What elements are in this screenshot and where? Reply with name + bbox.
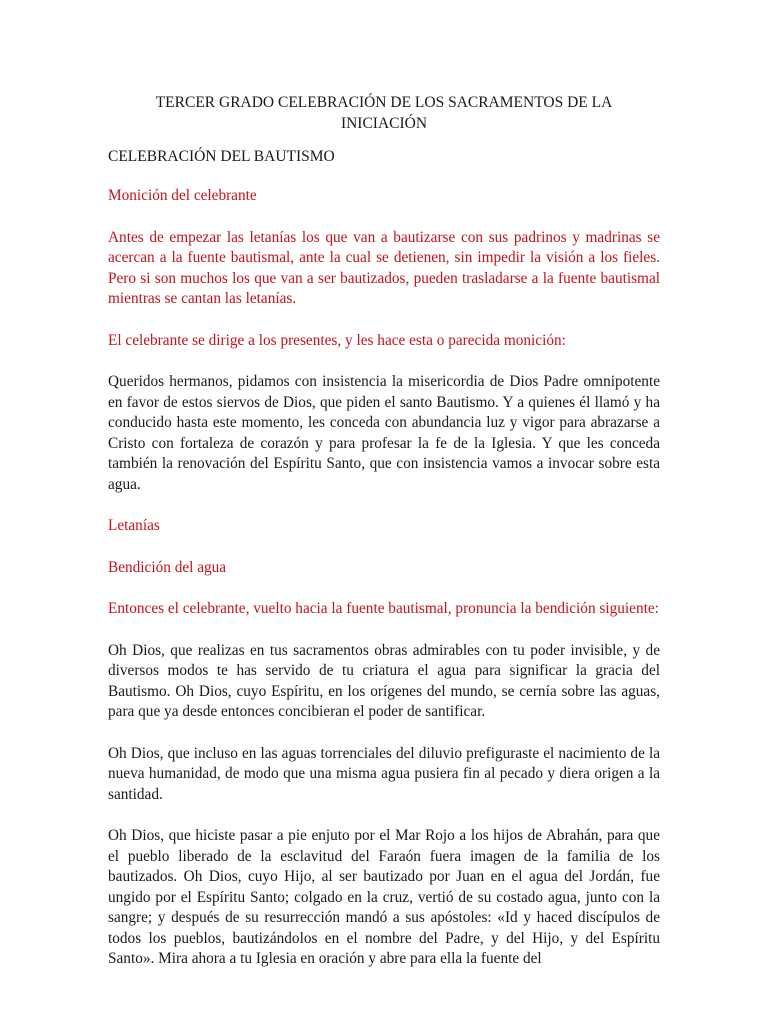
body-paragraph: Oh Dios, que realizas en tus sacramentos obras admirables con tu poder invisible, y de diversos modos te has servido de tu criatura el agua para significar la gracia del Bautismo. Oh Dios, cuyo Espíritu, en los orígenes del mundo, se cernía sobre las aguas, para que ya desde entonces concibieran el poder de santificar.: [108, 641, 660, 720]
rubric-bendicion-heading: Bendición del agua: [108, 558, 227, 576]
body-paragraph: Queridos hermanos, pidamos con insistencia la misericordia de Dios Padre omnipotente en favor de estos siervos de Dios, que piden el santo Bautismo. Y a quienes él llamó y ha conducido hasta este momento, les conceda con abundancia luz y vigor para abrazarse a Cristo con fortaleza de corazón y para profesar la fe de la Iglesia. Y que les conceda también la renovación del Espíritu Santo, que con insistencia vamos a invocar sobre esta agua.: [108, 373, 660, 493]
body-paragraph: Oh Dios, que incluso en las aguas torrenciales del diluvio prefiguraste el nacimiento de la nueva humanidad, de modo que una misma agua pusiera fin al pecado y diera origen a la santidad.: [108, 744, 660, 803]
rubric-paragraph: Entonces el celebrante, vuelto hacia la fuente bautismal, pronuncia la bendición siguiente:: [108, 600, 659, 617]
rubric-letanias-heading: Letanías: [108, 517, 160, 534]
section-heading: CELEBRACIÓN DEL BAUTISMO: [108, 148, 335, 165]
rubric-monicion-heading: Monición del celebrante: [108, 187, 257, 204]
rubric-paragraph: El celebrante se dirige a los presentes, y les hace esta o parecida monición:: [108, 331, 566, 349]
document-title: TERCER GRADO CELEBRACIÓN DE LOS SACRAMENTOS DE LA INICIACIÓN: [155, 94, 613, 132]
rubric-paragraph: Antes de empezar las letanías los que van a bautizarse con sus padrinos y madrinas se acercan a la fuente bautismal, ante la cual se detienen, sin impedir la visión a los fieles. Pero si son muchos los que van a ser bautizados, pueden trasladarse a la fuente bautismal mientras se cantan las letanías.: [108, 228, 660, 307]
body-paragraph: Oh Dios, que hiciste pasar a pie enjuto por el Mar Rojo a los hijos de Abrahán, para que el pueblo liberado de la esclavitud del Faraón fuera imagen de la familia de los bautizados. Oh Dios, cuyo Hijo, al ser bautizado por Juan en el agua del Jordán, fue ungido por el Espíritu Santo; colgado en la cruz, vertió de su costado agua, junto con la sangre; y después de su resurrección mandó a sus apóstoles: «Id y haced discípulos de todos los pueblos, bautizándolos en el nombre del Padre, y del Hijo, y del Espíritu Santo». Mira ahora a tu Iglesia en oración y abre para ella la fuente del: [108, 827, 660, 967]
